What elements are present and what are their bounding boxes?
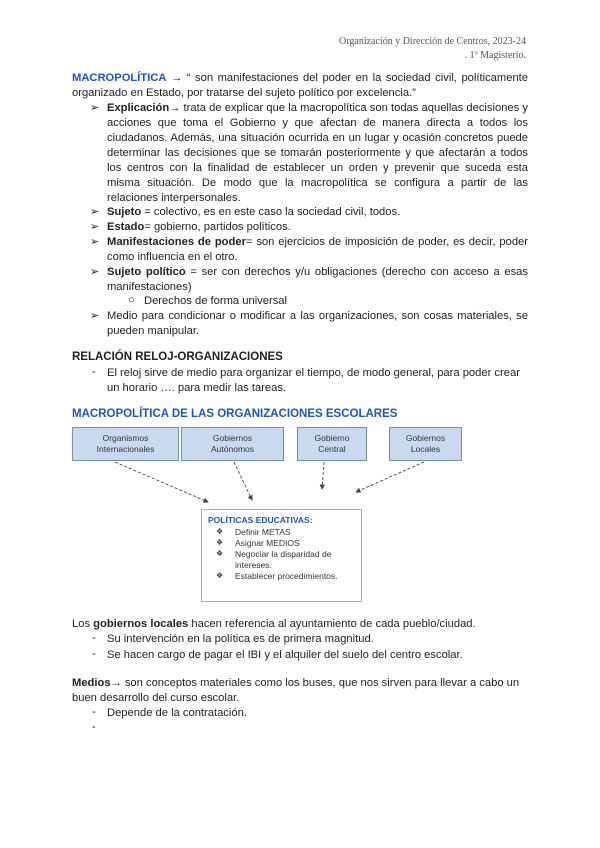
box-line: Gobiernos [405,433,446,443]
box-line: Gobierno [314,433,350,443]
reloj-item: El reloj sirve de medio para organizar el tiempo, de modo general, para poder crear un horario …. para medir las tareas. [107,367,520,394]
dash-bullet: - [92,366,96,378]
box-line: Autónomos [211,444,254,454]
sub-point-derechos: Derechos de forma universal [144,295,288,307]
point-text: = gobierno, partidos políticos. [144,221,291,233]
arrow-organismos [115,462,208,502]
section-heading-macropolitica-escolar: MACROPOLÍTICA DE LAS ORGANIZACIONES ESCOLARES [72,408,398,420]
medios-arrow: → [110,677,122,689]
box-line: Locales [410,444,441,454]
box-line: Organismos [102,433,149,443]
diamond-bullet-icon: ❖ [216,527,224,536]
intro-arrow: → [171,72,183,84]
point-label: Manifestaciones de poder [107,236,246,248]
point-label: Sujeto político [107,266,186,278]
diamond-bullet-icon: ❖ [216,549,224,558]
term-macropolitica: MACROPOLÍTICA [72,72,167,84]
arrow-bullet-icon: ➢ [90,102,100,114]
dash-bullet: - [92,648,96,660]
dash-bullet: - [92,706,96,718]
box-line: Central [318,444,346,454]
point-label: Sujeto [107,206,142,218]
arrow-bullet-icon: ➢ [90,266,100,278]
arrow-bullet-icon: ➢ [90,221,100,233]
locales-text: hacen referencia al ayuntamiento de cada pueblo/ciudad. [188,618,476,630]
medios-text: son conceptos materiales como los buses, que nos sirven para llevar a cabo un buen desarrollo del curso escolar. [72,677,520,704]
term-medios: Medios [72,677,111,689]
politicas-educativas-box [201,509,362,602]
policy-item: Definir METAS [235,527,291,537]
medios-item: Depende de la contratación. [107,707,247,719]
box-line: Internacionales [96,444,155,454]
point-text: = ser con derechos y/u obligaciones (derecho con acceso a esas manifestaciones) [107,266,528,293]
point-medio: Medio para condicionar o modificar a las organizaciones, son cosas materiales, se pueden manipular. [107,310,528,337]
policy-item: Negociar la disparidad de intereses. [235,549,332,570]
arrow-central [322,462,324,489]
diamond-bullet-icon: ❖ [216,571,224,580]
arrow-locales [356,462,424,492]
arrow-bullet-icon: ➢ [90,206,100,218]
point-label: Explicación [107,102,170,114]
arrow-autonomos [234,462,252,500]
box-line: Gobiernos [212,433,253,443]
header-level: . 1º Magisterio. [464,50,526,61]
arrow-bullet-icon: ➢ [90,310,100,322]
dash-bullet: - [92,721,96,733]
locales-item: Su intervención en la política es de primera magnitud. [107,633,374,645]
politicas-title: POLÍTICAS EDUCATIVAS: [208,515,313,525]
point-text: = son ejercicios de imposición de poder, es decir, poder como influencia en el otro. [107,236,528,263]
circle-bullet-icon: ○ [128,294,135,306]
policy-item: Asignar MEDIOS [235,538,300,548]
term-gobiernos-locales: gobiernos locales [93,618,189,630]
dash-bullet: - [92,632,96,644]
point-text: trata de explicar que la macropolítica son todas aquellas decisiones y acciones que toma el Gobierno y que afectan de manera directa a todos los ciudadanos. Además, una situación ocurrida en un lugar y ocasión concretos puede determinar las decisiones que se tomarán posteriormente y que afectarán a todos los centros con la finalidad de establecer un orden y prevenir que suceda esta misma situación. De modo que la macropolítica se configura a partir de las relaciones interpersonales. [107,102,528,204]
policy-item: Establecer procedimientos. [235,571,338,581]
point-arrow: → [169,102,181,114]
header-course: Organización y Dirección de Centros, 2023-24 [339,36,526,47]
locales-pre: Los [72,618,94,630]
locales-item: Se hacen cargo de pagar el IBI y el alquiler del suelo del centro escolar. [107,649,463,661]
intro-text: “ son manifestaciones del poder en la sociedad civil, políticamente organizado en Estado, por tratarse del sujeto político por excelencia.” [72,72,528,99]
point-label: Estado [107,221,145,233]
section-heading-reloj: RELACIÓN RELOJ-ORGANIZACIONES [72,351,283,363]
point-text: = colectivo, es en este caso la sociedad civil, todos. [141,206,401,218]
locales-paragraph [72,617,528,632]
medios-paragraph [72,676,528,706]
diamond-bullet-icon: ❖ [216,538,224,547]
arrow-bullet-icon: ➢ [90,236,100,248]
